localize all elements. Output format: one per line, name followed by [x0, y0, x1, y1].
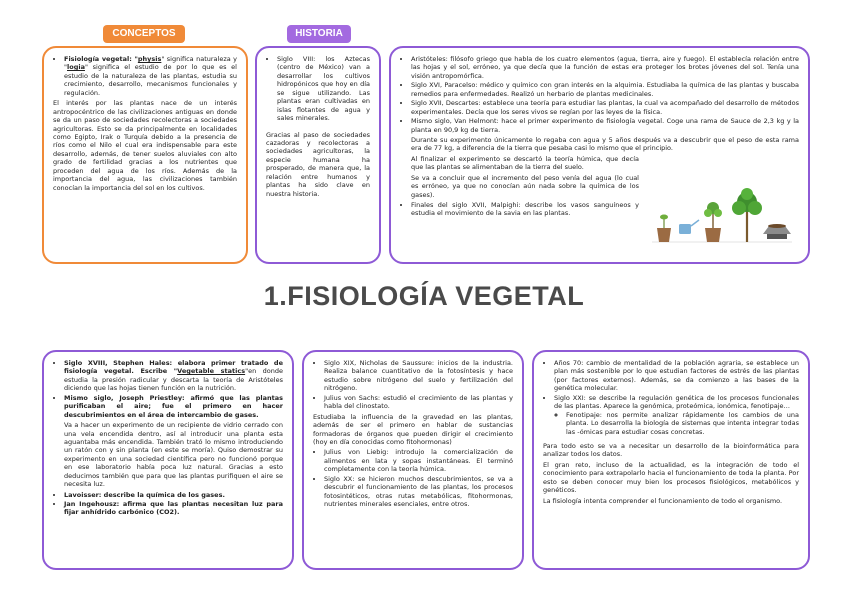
list-item: • Siglo XIX, Nicholas de Saussure: inicios de la industria. Realiza balance cuantitativo de la fotosíntesis y hace estudio sobre nitrógeno del suelo y fertilización del nitrógeno.	[324, 359, 513, 393]
list-item: • Siglo XVI, Paracelso: médico y químico con gran interés en la alquimia. Estudiaba la química de las plantas y buscaba remedios para enfermedades. Realizó un herbario de plantas medicinales.	[411, 81, 799, 98]
history-box-18th-century	[42, 350, 294, 570]
paragraph: El interés por las plantas nace de un interés antropocéntrico de las civilizaciones antiguas en donde se da un paso de sociedades recolectoras a sociedades agricultoras. Esto se da principalmente en localidades como Egipto, Irak o Turquía debido a la presencia de ríos como el Nilo el cual era indispensable para este desarrollo, además, de tener suelos aluviales con alto grado de fertilidad gracias a los nutrientes que proceden del agua de los ríos. Además de la importancia del agua, las civilizaciones también conocían la importancia del sol en los cultivos.	[53, 99, 237, 192]
history-box-19th-century	[302, 350, 524, 570]
list-item: • Siglo VIII: los Aztecas (centro de México) van a desarrollar los cultivos hidropónicos que hoy en día se sigue utilizando. Las plantas eran cultivadas en islas flotantes de agua y sales minerales.	[277, 55, 370, 123]
list-item: • Mismo siglo, Joseph Priestley: afirmó que las plantas purificaban el aire; fue el primero en hacer descubrimientos en el área de intercambio de gases.	[64, 394, 283, 419]
paragraph: La fisiología intenta comprender el funcionamiento de todo el organismo.	[543, 496, 783, 505]
list-item: • Aristóteles: filósofo griego que habla de los cuatro elementos (agua, tierra, aire y fuego). El establecía relación entre las hojas y el sol, erróneo, ya que decía que la función de estas era proteger los brotes jóvenes del sol. Tenía una visión antropomórfica.	[411, 55, 799, 80]
page-title: 1.FISIOLOGÍA VEGETAL	[263, 281, 585, 311]
paragraph: Durante su experimento únicamente lo regaba con agua y 5 años después va a descubrir que el peso de esta rama era de 77 kg, a diferencia de la tierra que pesaba casi lo mismo que el principio.	[411, 135, 799, 153]
list-item: • Jan Ingehousz: afirma que las plantas necesitan luz para fijar anhídrido carbónico (CO2).	[64, 500, 283, 517]
paragraph: Estudiaba la influencia de la gravedad en las plantas, además de ser el primero en hablar de sustancias formadoras de órganos que pueden dirigir el crecimiento (hoy en día conocidas como fitohormonas)	[313, 412, 513, 446]
sub-list-item: ◦ Fenotipaje: nos permite analizar rápidamente los cambios de una planta. Lo desarrolla la biología de sistemas que intenta integrar todas las -ómicas para estudiar cosas concretas.	[566, 411, 799, 436]
paragraph: Gracias al paso de sociedades cazadoras y recolectoras a sociedades agricultoras, la especie humana ha prosperado, de manera que, la relación entre humanos y plantas ha sido clave en nuestra historia.	[266, 130, 370, 198]
list-item: • Mismo siglo, Van Helmont: hace el primer experimento de fisiología vegetal. Coge una rama de Sauce de 2,3 kg y la planta en 90,9 kg de tierra.	[411, 117, 799, 134]
historia-box	[255, 46, 381, 264]
list-item: • Julius von Sachs: estudió el crecimiento de las plantas y habla del clinostato.	[324, 394, 513, 411]
conceptos-header: CONCEPTOS	[103, 25, 185, 43]
list-item: • Siglo XVII, Descartes: establece una teoría para estudiar las plantas, la cual va acompañado del desarrollo de métodos experimentales. Decía que los seres vivos se regían por las leyes de la física.	[411, 99, 799, 116]
van-helmont-experiment-illustration	[647, 186, 797, 254]
list-item: • Lavoisser: describe la química de los gases.	[64, 491, 283, 499]
paragraph: Al finalizar el experimento se descartó la teoría húmica, que decía que las plantas se alimentaban de la tierra del suelo.	[411, 154, 639, 172]
list-item: • Julius von Liebig: introdujo la comercialización de alimentos en lata y sopas instantáneas. El terminó completamente con la teoría húmica.	[324, 448, 513, 473]
list-item: • Finales del siglo XVII, Malpighi: describe los vasos sanguíneos y estudia el movimiento de la savia en las plantas.	[411, 201, 639, 218]
paragraph: Se va a concluir que el incremento del peso venía del agua (lo cual es erróneo, ya que no conocían aún nada sobre la química de los gases).	[411, 173, 639, 199]
list-item: • Fisiología vegetal: "physis" significa naturaleza y "logia" significa el estudio de por lo que es el estudio de la naturaleza de las plantas, estudia su crecimiento, desarrollo, mecanismos funcionales y regulación.	[64, 55, 237, 97]
history-box-modern	[532, 350, 810, 570]
list-item: • Siglo XX: se hicieron muchos descubrimientos, se va a descubrir el funcionamiento de las plantas, los procesos fotosintéticos, otras rutas metabólicas, fitohormonas, nutrientes minerales esenciales, entre otros.	[324, 475, 513, 509]
paragraph: El gran reto, incluso de la actualidad, es la integración de todo el conocimiento para extrapolarlo hacia el funcionamiento de toda la planta. Por esto se deben conocer muy bien los procesos fisiológicos, metabólicos y genéticos.	[543, 460, 799, 495]
list-item: • Años 70: cambio de mentalidad de la población agraria, se establece un plan más sostenible por lo que estudian factores de estrés de las plantas (por factores externos). Además, se da comienzo a las bases de la genética molecular.	[554, 359, 799, 393]
list-item: • Siglo XXI: se describe la regulación genética de los procesos funcionales de las plantas. Aparece la genómica, proteómica, ionómica, fenotipaje… ◦ Fenotipaje: nos permite analizar rápidamente los cambios de una planta. Lo desarrolla la biología de sistemas que intenta integrar todas las -ómicas para estudiar cosas concretas.	[554, 394, 799, 436]
conceptos-box	[42, 46, 248, 264]
paragraph: Va a hacer un experimento de un recipiente de vidrio cerrado con una vela encendida dentro, así al introducir una planta esta aguantaba más encendida. También trató lo mismo introduciendo un ratón con y sin planta (en este se moría). Quiso demostrar su experimento en una sociedad científica pero no funcionó porque en ese laboratorio había poca luz natural. Gracias a esto deducimos también que para que las plantas purifiquen el aire se necesita luz.	[64, 421, 283, 489]
list-item: • Siglo XVIII, Stephen Hales: elabora primer tratado de fisiología vegetal. Escribe "Vegetable statics"en donde estudia la presión radicular y descarta la teoría de Aristóteles diciendo que las hojas tienen función en la nutrición.	[64, 359, 283, 393]
historia-header: HISTORIA	[287, 25, 351, 43]
paragraph: Para todo esto se va a necesitar un desarrollo de la bioinformática para analizar todos los datos.	[543, 441, 799, 459]
